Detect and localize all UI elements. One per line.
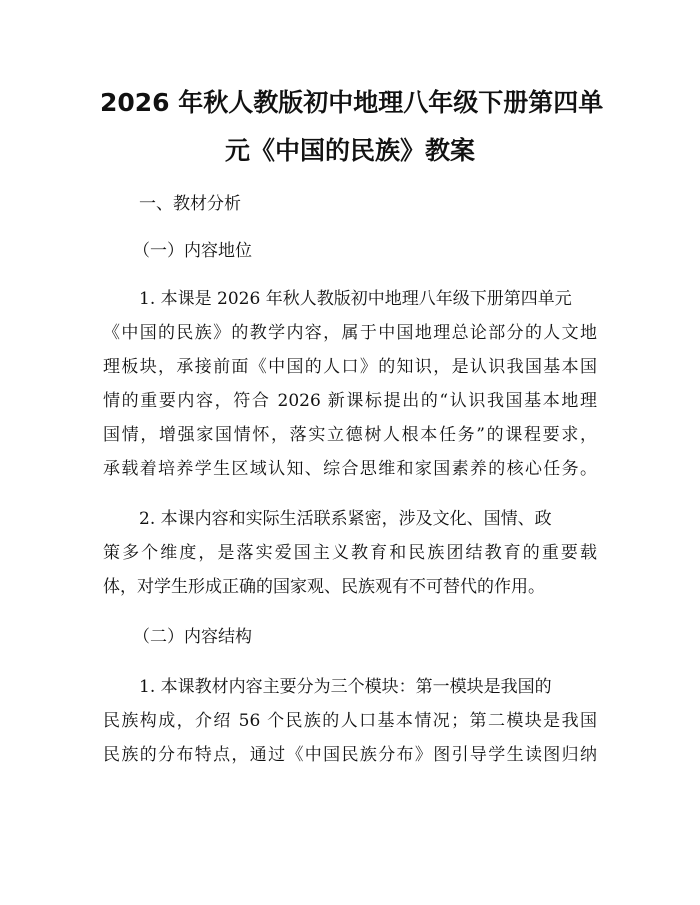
paragraph-3-line-1: 1. 本课教材内容主要分为三个模块：第一模块是我国的: [139, 677, 552, 697]
paragraph-1-line-4: 情的重要内容，符合 2026 新课标提出的“认识我国基本地理: [103, 391, 597, 411]
document-title-line-2: 元《中国的民族》教案: [224, 136, 475, 165]
paragraph-1-line-3: 理板块，承接前面《中国的人口》的知识，是认识我国基本国: [103, 357, 597, 377]
paragraph-2-line-3: 体，对学生形成正确的国家观、民族观有不可替代的作用。: [103, 577, 545, 597]
paragraph-2-line-1: 2. 本课内容和实际生活联系紧密，涉及文化、国情、政: [139, 509, 552, 529]
paragraph-3-line-3: 民族的分布特点，通过《中国民族分布》图引导学生读图归纳: [103, 745, 597, 765]
paragraph-1-line-2: 《中国的民族》的教学内容，属于中国地理总论部分的人文地: [103, 323, 597, 343]
paragraph-1-line-1: 1. 本课是 2026 年秋人教版初中地理八年级下册第四单元: [139, 289, 572, 309]
paragraph-2-line-2: 策多个维度，是落实爱国主义教育和民族团结教育的重要载: [103, 543, 597, 563]
subsection-heading-1: （一）内容地位: [133, 241, 252, 261]
section-heading-1: 一、教材分析: [139, 194, 241, 214]
subsection-heading-2: （二）内容结构: [133, 627, 252, 647]
document-title-line-1: 2026 年秋人教版初中地理八年级下册第四单: [100, 88, 604, 117]
paragraph-1-line-6: 承载着培养学生区域认知、综合思维和家国素养的核心任务。: [103, 459, 597, 479]
paragraph-1-line-5: 国情，增强家国情怀，落实立德树人根本任务”的课程要求，: [103, 425, 597, 445]
paragraph-3-line-2: 民族构成，介绍 56 个民族的人口基本情况；第二模块是我国: [103, 711, 597, 731]
